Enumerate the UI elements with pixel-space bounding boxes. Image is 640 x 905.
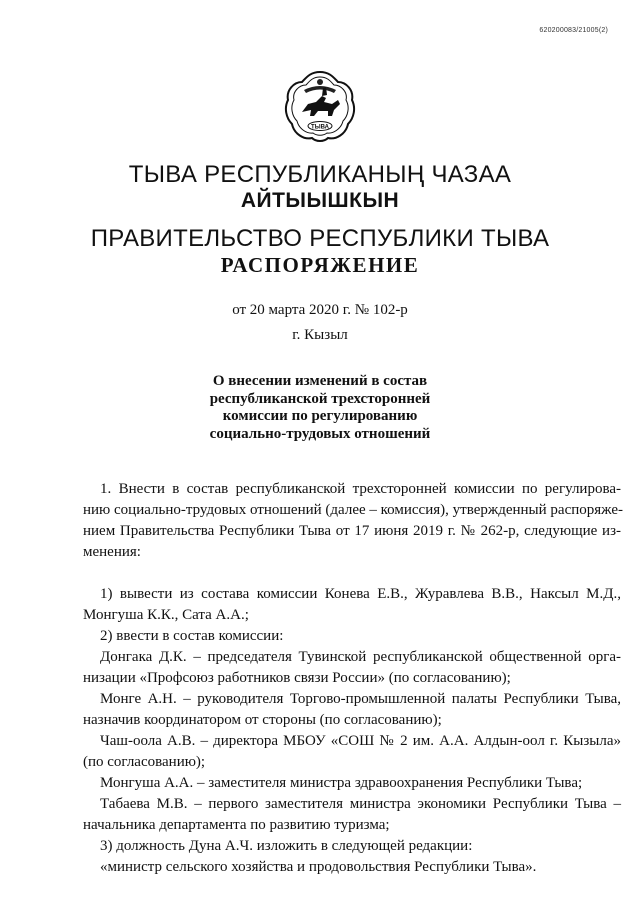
paragraph-4-line: Донгака Д.К. – председателя Тувинской республиканской общественной орга- [100, 649, 621, 665]
header-government: ПРАВИТЕЛЬСТВО РЕСПУБЛИКИ ТЫВА [90, 225, 550, 252]
document-body [83, 479, 621, 878]
header-tyva-order: АЙТЫЫШКЫН [240, 189, 400, 212]
document-title [0, 373, 640, 443]
document-date: от 20 марта 2020 г. № 102-р [232, 302, 408, 318]
paragraph-8-line: Табаева М.В. – первого заместителя министра экономики Республики Тыва – [100, 796, 621, 812]
paragraph-9: 3) должность Дуна А.Ч. изложить в следующей редакции: [100, 838, 473, 854]
paragraph-6-line: Чаш-оола А.В. – директора МБОУ «СОШ № 2 им. А.А. Алдын-оол г. Кызыла» [100, 733, 621, 749]
paragraph-7: Монгуша А.А. – заместителя министра здравоохранения Республики Тыва; [100, 775, 583, 791]
header-tyva-government: ТЫВА РЕСПУБЛИКАНЫҢ ЧАЗАА [128, 161, 512, 188]
paragraph-3: 2) ввести в состав комиссии: [100, 628, 284, 644]
paragraph-2-line: 1) вывести из состава комиссии Конева Е.В., Журавлева В.В., Наксыл М.Д., [100, 586, 621, 602]
paragraph-1-line: менения: [83, 544, 141, 560]
paragraph-1-line: нию социально-трудовых отношений (далее – комиссия), утвержденный распоряже- [83, 502, 623, 518]
tyva-emblem-icon [282, 68, 358, 144]
document-number: 620200083/21005(2) [539, 27, 608, 34]
paragraph-4-line: низации «Профсоюз работников связи России» (по согласованию); [83, 670, 511, 686]
title-line: социально-трудовых отношений [209, 425, 431, 442]
paragraph-1-line: нием Правительства Республики Тыва от 17 июня 2019 г. № 262-р, следующие из- [83, 523, 621, 539]
paragraph-10: «министр сельского хозяйства и продовольствия Республики Тыва». [100, 859, 537, 875]
title-line: комиссии по регулированию [222, 408, 418, 424]
paragraph-2-line: Монгуша К.К., Сата А.А.; [83, 607, 249, 623]
paragraph-6-line: (по согласованию); [83, 754, 206, 770]
paragraph-5-line: Монге А.Н. – руководителя Торгово-промышленной палаты Республики Тыва, [100, 691, 621, 707]
paragraph-5-line: назначив координатором от стороны (по согласованию); [83, 712, 442, 728]
paragraph-1-line: 1. Внести в состав республиканской трехсторонней комиссии по регулирова- [100, 481, 621, 497]
title-line: О внесении изменений в состав [212, 373, 428, 389]
document-city: г. Кызыл [292, 327, 348, 343]
paragraph-8-line: начальника департамента по развитию туризма; [83, 817, 390, 833]
title-line: республиканской трехсторонней [209, 390, 431, 407]
emblem-text: ТЫВА [311, 124, 329, 131]
header-order-type: РАСПОРЯЖЕНИЕ [220, 253, 420, 277]
